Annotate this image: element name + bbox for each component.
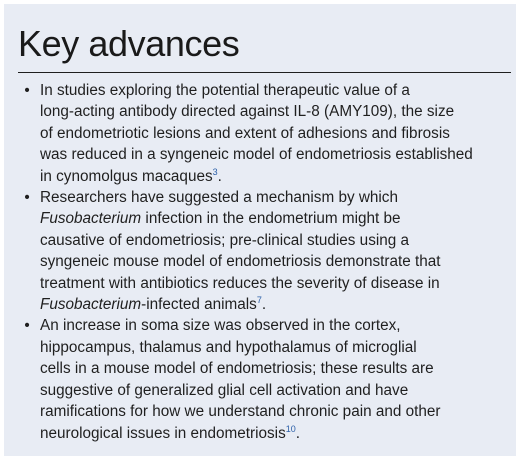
text-segment: . — [261, 296, 267, 314]
italic-term: Fusobacterium — [40, 296, 142, 314]
text-segment: . — [217, 167, 222, 185]
advances-list — [18, 80, 508, 444]
text-segment: syngeneic mouse model of endometriosis demonstrate that — [40, 253, 441, 271]
text-line — [40, 401, 508, 422]
title-divider — [18, 72, 511, 73]
text-segment: causative of endometriosis; pre-clinical studies using a — [40, 231, 410, 249]
box-title: Key advances — [18, 23, 240, 64]
bullet-mark: • — [24, 189, 30, 207]
text-segment: In studies exploring the potential therapeutic value of a — [40, 82, 410, 99]
italic-term: Fusobacterium — [40, 210, 142, 228]
text-segment: long-acting antibody directed against IL-8 (AMY109), the size — [40, 103, 455, 121]
text-line — [40, 423, 508, 444]
text-line — [40, 337, 508, 358]
text-line — [40, 101, 508, 122]
text-line — [40, 251, 508, 272]
reference-number[interactable]: 3 — [212, 166, 218, 177]
text-segment: . — [295, 424, 300, 442]
advance-item — [18, 315, 508, 443]
text-line — [40, 294, 508, 315]
text-segment: Researchers have suggested a mechanism by which — [40, 189, 398, 207]
reference-number[interactable]: 7 — [256, 295, 262, 306]
bullet-mark: • — [24, 317, 30, 335]
text-segment: hippocampus, thalamus and hypothalamus of microglial — [40, 338, 417, 356]
text-line — [40, 315, 508, 336]
text-segment: of endometriotic lesions and extent of adhesions and fibrosis — [40, 124, 450, 142]
text-line — [40, 187, 508, 208]
advance-item — [18, 187, 508, 315]
text-segment: was reduced in a syngeneic model of endometriosis established — [40, 146, 473, 164]
text-segment: suggestive of generalized glial cell activation and have — [40, 381, 409, 399]
text-line — [40, 273, 508, 294]
text-segment: ramifications for how we understand chronic pain and other — [40, 403, 441, 421]
text-segment: in cynomolgus macaques — [40, 167, 213, 185]
text-segment: An increase in soma size was observed in the cortex, — [40, 317, 401, 335]
text-segment: neurological issues in endometriosis — [40, 424, 286, 442]
text-segment: treatment with antibiotics reduces the severity of disease in — [40, 274, 440, 292]
text-line — [40, 123, 508, 144]
bullet-mark: • — [24, 82, 30, 99]
text-line — [40, 208, 508, 229]
text-line — [40, 230, 508, 251]
text-segment: infection in the endometrium might be — [141, 210, 401, 228]
text-line — [40, 80, 508, 101]
text-segment: -infected animals — [141, 296, 257, 314]
text-line — [40, 144, 508, 165]
key-advances-box — [4, 4, 516, 456]
text-segment: cells in a mouse model of endometriosis; these results are — [40, 360, 434, 378]
text-line — [40, 166, 508, 187]
text-line — [40, 380, 508, 401]
reference-number[interactable]: 10 — [285, 423, 296, 434]
text-line — [40, 358, 508, 379]
advance-item — [18, 80, 508, 187]
